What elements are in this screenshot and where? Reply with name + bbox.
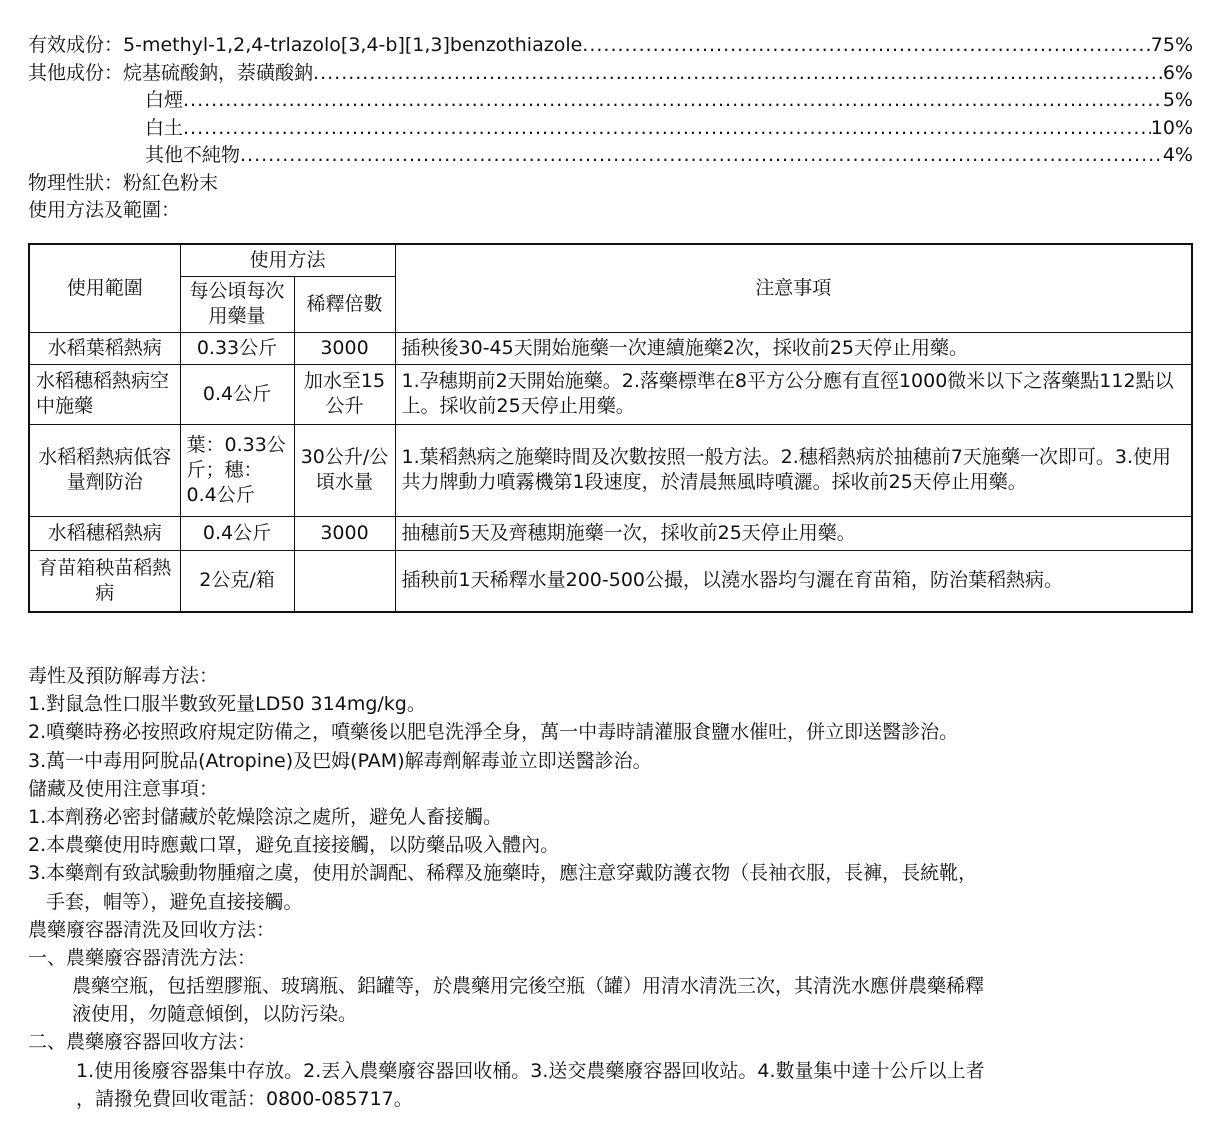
cell-dose: 0.4公斤 bbox=[180, 516, 294, 550]
leader-dots bbox=[313, 60, 1163, 88]
table-row bbox=[29, 516, 1192, 550]
other-name: 白煙 bbox=[145, 89, 184, 111]
header-dose: 每公頃每次用藥量 bbox=[180, 276, 294, 332]
cell-dose: 0.4公斤 bbox=[180, 364, 294, 424]
leader-dots bbox=[240, 142, 1163, 170]
leader-dots bbox=[582, 32, 1150, 60]
storage-item: 1.本劑務必密封儲藏於乾燥陰涼之處所，避免人畜接觸。 bbox=[28, 805, 503, 828]
cell-scope: 水稻稻熱病低容量劑防治 bbox=[29, 424, 180, 516]
wash-line: 液使用，勿隨意傾倒，以防污染。 bbox=[72, 1003, 358, 1026]
cell-notes: 1.葉稻熱病之施藥時間及次數按照一般方法。2.穗稻熱病於抽穗前7天施藥一次即可。3.使用共力牌動力噴霧機第1段速度，於清晨無風時噴灑。採收前25天停止用藥。 bbox=[395, 424, 1192, 516]
other-name: 烷基硫酸鈉，萘磺酸鈉 bbox=[123, 61, 314, 84]
cell-scope: 水稻穗稻熱病 bbox=[29, 516, 180, 550]
cell-dilution bbox=[294, 550, 395, 612]
collect-line: 1.使用後廢容器集中存放。2.丟入農藥廢容器回收桶。3.送交農藥廢容器回收站。4.數量集中達十公斤以上者 bbox=[76, 1059, 985, 1082]
table-row bbox=[29, 364, 1192, 424]
toxicity-heading: 毒性及預防解毒方法： bbox=[28, 665, 219, 687]
cell-dilution: 30公升/公頃水量 bbox=[294, 424, 395, 516]
active-label: 有效成份： bbox=[28, 34, 124, 56]
active-percent: 75% bbox=[1150, 34, 1193, 56]
other-percent: 5% bbox=[1162, 89, 1193, 111]
other-percent: 6% bbox=[1162, 61, 1193, 84]
collect-heading: 二、農藥廢容器回收方法： bbox=[28, 1031, 257, 1054]
other-ingredient-row bbox=[28, 115, 1193, 143]
leader-dots bbox=[183, 115, 1151, 143]
leader-dots bbox=[183, 87, 1163, 115]
usage-heading: 使用方法及範圍： bbox=[28, 199, 181, 221]
other-ingredient-row bbox=[28, 60, 1193, 88]
storage-heading: 儲藏及使用注意事項： bbox=[28, 777, 219, 800]
other-name: 白土 bbox=[145, 116, 184, 139]
cell-dose: 2公克/箱 bbox=[180, 550, 294, 612]
toxicity-item: 1.對鼠急性口服半數致死量LD50 314mg/kg。 bbox=[28, 693, 426, 716]
other-name: 其他不純物 bbox=[145, 144, 241, 166]
other-percent: 10% bbox=[1150, 116, 1193, 139]
table-row bbox=[29, 332, 1192, 364]
cell-scope: 水稻穗稻熱病空中施藥 bbox=[29, 364, 180, 424]
storage-item: 3.本藥劑有致試驗動物腫瘤之虞，使用於調配、稀釋及施藥時，應注意穿戴防護衣物（長袖衣服，長褲，長統靴， bbox=[28, 862, 978, 885]
other-ingredient-row bbox=[28, 142, 1193, 170]
table-row bbox=[29, 550, 1192, 612]
physical-state: 物理性狀：粉紅色粉末 bbox=[28, 171, 219, 194]
other-percent: 4% bbox=[1162, 144, 1193, 166]
wash-heading: 一、農藥廢容器清洗方法： bbox=[28, 946, 257, 969]
toxicity-item: 2.噴藥時務必按照政府規定防備之，噴藥後以肥皂洗淨全身，萬一中毒時請灌服食鹽水催吐，併立即送醫診治。 bbox=[28, 721, 959, 744]
wash-line: 農藥空瓶，包括塑膠瓶、玻璃瓶、鋁罐等，於農藥用完後空瓶（罐）用清水清洗三次，其清洗水應併農藥稀釋 bbox=[72, 975, 985, 998]
cell-notes: 抽穗前5天及齊穗期施藥一次，採收前25天停止用藥。 bbox=[395, 516, 1192, 550]
table-row bbox=[29, 424, 1192, 516]
toxicity-item: 3.萬一中毒用阿脫品(Atropine)及巴姆(PAM)解毒劑解毒並立即送醫診治。 bbox=[28, 749, 652, 772]
active-ingredient-row bbox=[28, 32, 1193, 60]
collect-line: ，請撥免費回收電話：0800-085717。 bbox=[76, 1087, 413, 1110]
other-label: 其他成份： bbox=[28, 61, 124, 84]
storage-item-continued: 手套，帽等），避免直接接觸。 bbox=[46, 890, 303, 913]
header-notes: 注意事項 bbox=[395, 244, 1192, 332]
other-ingredient-row bbox=[28, 87, 1193, 115]
usage-table bbox=[28, 243, 1193, 613]
cell-dose: 0.33公斤 bbox=[180, 332, 294, 364]
storage-item: 2.本農藥使用時應戴口罩，避免直接接觸，以防藥品吸入體內。 bbox=[28, 834, 560, 857]
header-dilution: 稀釋倍數 bbox=[294, 276, 395, 332]
table-header-row bbox=[29, 244, 1192, 276]
recycle-heading: 農藥廢容器清洗及回收方法： bbox=[28, 918, 276, 941]
cell-notes: 1.孕穗期前2天開始施藥。2.落藥標準在8平方公分應有直徑1000微米以下之落藥點112點以上。採收前25天停止用藥。 bbox=[395, 364, 1192, 424]
cell-scope: 育苗箱秧苗稻熱病 bbox=[29, 550, 180, 612]
cell-dilution: 加水至15公升 bbox=[294, 364, 395, 424]
cell-notes: 插秧後30-45天開始施藥一次連續施藥2次，採收前25天停止用藥。 bbox=[395, 332, 1192, 364]
active-name: 5-methyl-1,2,4-trlazolo[3,4-b][1,3]benzothiazole bbox=[123, 34, 583, 56]
cell-dilution: 3000 bbox=[294, 516, 395, 550]
header-method: 使用方法 bbox=[180, 244, 395, 276]
precautions-section bbox=[28, 662, 1193, 1113]
cell-notes: 插秧前1天稀釋水量200-500公撮，以澆水器均勻灑在育苗箱，防治葉稻熱病。 bbox=[395, 550, 1192, 612]
cell-dose: 葉：0.33公斤；穗：0.4公斤 bbox=[180, 424, 294, 516]
ingredients-section bbox=[28, 32, 1193, 225]
cell-dilution: 3000 bbox=[294, 332, 395, 364]
cell-scope: 水稻葉稻熱病 bbox=[29, 332, 180, 364]
header-scope: 使用範圍 bbox=[29, 244, 180, 332]
